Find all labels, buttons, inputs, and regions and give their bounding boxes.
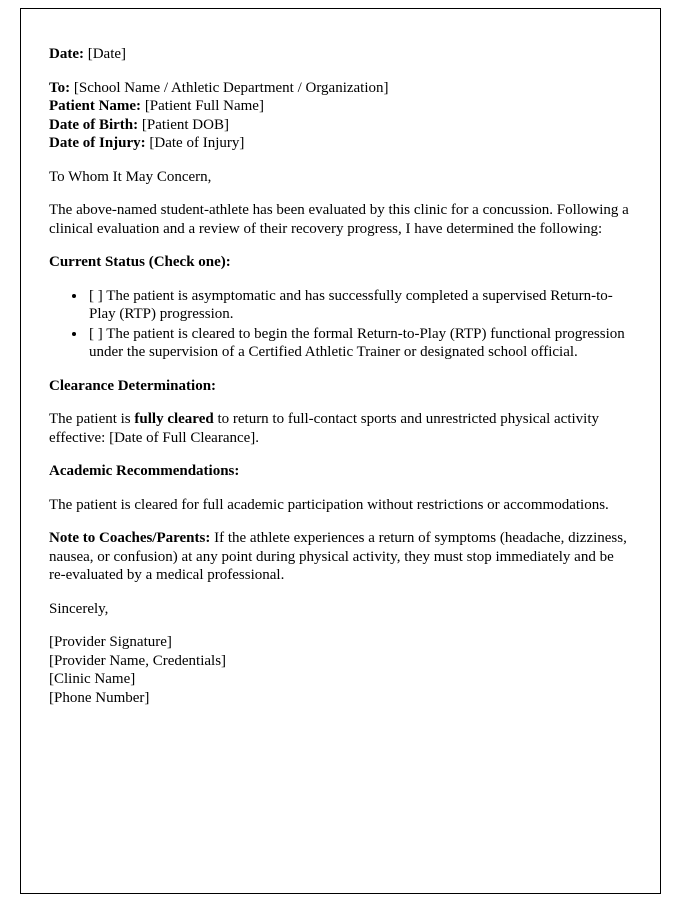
to-line [49, 79, 630, 98]
patient-name-line [49, 97, 630, 116]
clearance-paragraph [49, 410, 630, 447]
date-of-birth-label: Date of Birth: [49, 116, 139, 133]
signature-line-provider-name: [Provider Name, Credentials] [49, 652, 227, 669]
intro-paragraph: The above-named student-athlete has been evaluated by this clinic for a concussion. Following a clinical evaluation and a review of their recovery progress, I have determined the following: [49, 202, 629, 237]
date-line [49, 45, 630, 64]
to-label: To: [49, 79, 71, 96]
closing: Sincerely, [49, 600, 109, 617]
note-text: If the athlete experiences a return of symptoms (headache, dizziness, nausea, or confusion) at any point during physical activity, they must stop immediately and be re-evaluated by a medical professional. [49, 530, 627, 583]
note-label: Note to Coaches/Parents: [49, 530, 211, 546]
letter-page [20, 8, 661, 894]
salutation: To Whom It May Concern, [49, 168, 212, 185]
date-of-injury-value: [Date of Injury] [145, 135, 245, 151]
signature-line-clinic-name: [Clinic Name] [49, 671, 136, 687]
academic-heading: Academic Recommendations: [49, 463, 240, 479]
signature-line-phone-number: [Phone Number] [49, 689, 150, 706]
academic-paragraph: The patient is cleared for full academic participation without restrictions or accommodations. [49, 496, 609, 513]
status-options-list [49, 287, 630, 362]
status-option-asymptomatic: • [ ] The patient is asymptomatic and has successfully completed a supervised Return-to-Play (RTP) progression. [87, 287, 630, 324]
date-of-injury-line [49, 134, 630, 153]
clearance-pre: The patient is [49, 411, 135, 427]
date-label: Date: [49, 46, 84, 62]
signature-line-provider-signature: [Provider Signature] [49, 634, 172, 650]
date-of-injury-label: Date of Injury: [49, 135, 146, 151]
date-of-birth-line [49, 116, 630, 135]
clearance-heading: Clearance Determination: [49, 377, 217, 394]
signature-block [49, 633, 630, 707]
date-value: [Date] [83, 46, 127, 62]
to-value: [School Name / Athletic Department / Organization] [70, 79, 389, 96]
clearance-bold: fully cleared [134, 411, 214, 427]
date-of-birth-value: [Patient DOB] [138, 116, 229, 133]
note-paragraph [49, 529, 630, 585]
patient-name-label: Patient Name: [49, 98, 142, 114]
status-option-begin-rtp: • [ ] The patient is cleared to begin the formal Return-to-Play (RTP) functional progression under the supervision of a Certified Athletic Trainer or designated school official. [87, 325, 630, 362]
clearance-post: to return to full-contact sports and unrestricted physical activity effective: [Date of Full Clearance]. [49, 411, 600, 446]
current-status-heading: Current Status (Check one): [49, 254, 231, 270]
patient-name-value: [Patient Full Name] [141, 98, 264, 114]
